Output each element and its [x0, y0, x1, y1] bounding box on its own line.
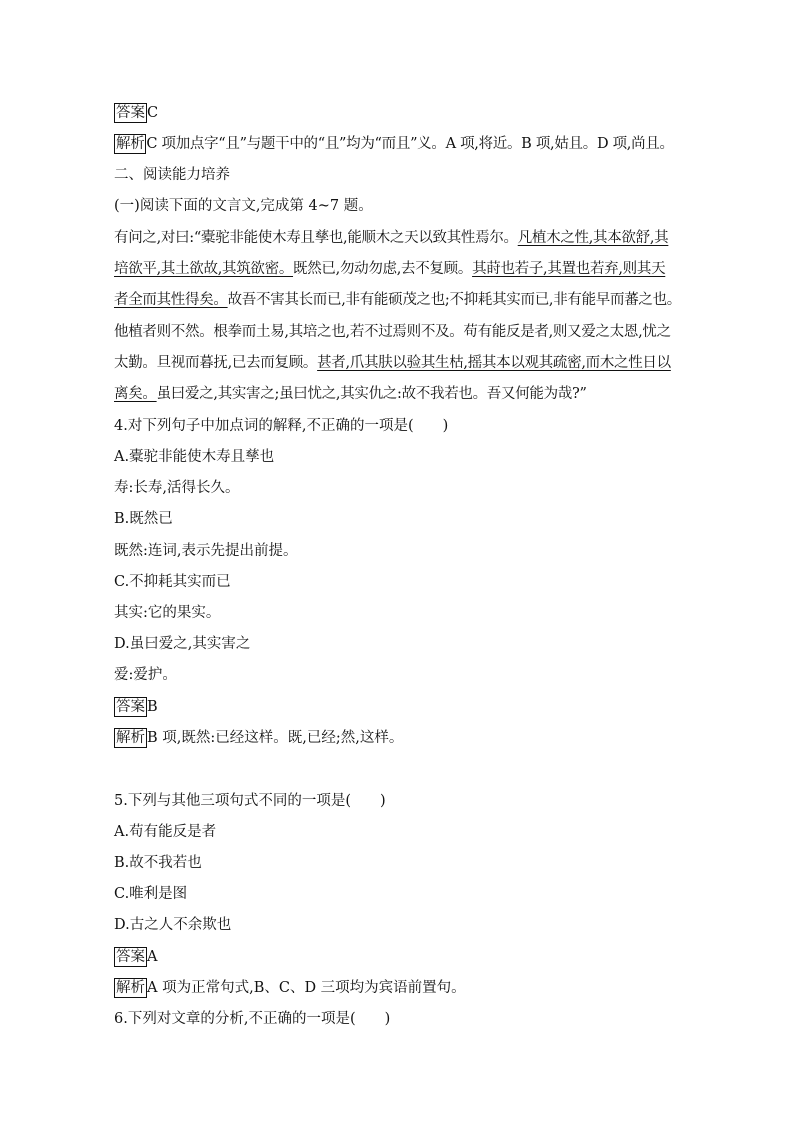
passage-text: 故吾不害其长而已,非有能硕茂之也;不抑耗其实而已,非有能早而蕃之也。: [227, 292, 682, 308]
q4-gloss-b: 既然:连词,表示先提出前提。: [114, 543, 298, 559]
q5-analysis: A 项为正常句式,B、C、D 三项均为宾语前置句。: [147, 980, 466, 996]
q3-answer-line: [114, 103, 686, 123]
passage-underlined: 离矣。: [114, 386, 157, 402]
q3-answer: C: [147, 105, 159, 121]
section-title: 二、阅读能力培养: [114, 167, 230, 183]
passage-text: 既然已,勿动勿虑,去不复顾。: [293, 261, 473, 277]
analysis-label: 解析: [116, 136, 145, 152]
answer-label: 答案: [116, 105, 145, 121]
q5-option-a: A.苟有能反是者: [114, 824, 217, 840]
q3-analysis: C 项加点字“且”与题干中的“且”均为“而且”义。A 项,将近。B 项,姑且。D 项,尚且。: [146, 136, 674, 152]
answer-label: 答案: [116, 699, 145, 715]
q5-analysis-line: [114, 978, 686, 998]
passage-line-6: [114, 384, 686, 404]
q4-answer-line: [114, 697, 686, 717]
answer-label: 答案: [116, 949, 145, 965]
q5-stem: 5.下列与其他三项句式不同的一项是( ): [114, 793, 386, 809]
q4-option-a: A.橐驼非能使木寿且孳也: [114, 449, 275, 465]
q4-gloss-c: 其实:它的果实。: [114, 605, 221, 621]
q5-option-c: C.唯利是图: [114, 886, 188, 902]
passage-line-3: [114, 290, 686, 310]
q5-answer-line: [114, 947, 686, 967]
q4-analysis: B 项,既然:已经这样。既,已经;然,这样。: [147, 730, 404, 746]
passage-underlined: 甚者,爪其肤以验其生枯,摇其本以观其疏密,而木之性日以: [317, 355, 671, 371]
passage-text: 虽曰爱之,其实害之;虽曰忧之,其实仇之:故不我若也。吾又何能为哉?”: [156, 386, 587, 402]
passage-text: 有问之,对曰:“橐驼非能使木寿且孳也,能顺木之天以致其性焉尔。: [114, 230, 518, 246]
q4-option-c: C.不抑耗其实而已: [114, 574, 231, 590]
q4-gloss-a: 寿:长寿,活得长久。: [114, 480, 240, 496]
q4-option-b: B.既然已: [114, 511, 173, 527]
q5-answer: A: [147, 949, 158, 965]
q4-stem: 4.对下列句子中加点词的解释,不正确的一项是( ): [114, 418, 449, 434]
passage-underlined: 其莳也若子,其置也若弃,则其天: [472, 261, 666, 277]
passage-line-2: [114, 259, 686, 279]
passage-underlined: 凡植木之性,其本欲舒,其: [517, 230, 669, 246]
passage-line-4: 他植者则不然。根拳而土易,其培之也,若不过焉则不及。苟有能反是者,则又爱之太恩,忧之: [114, 324, 671, 340]
passage-underlined: 者全而其性得矣。: [114, 292, 228, 308]
q3-analysis-line: [114, 134, 686, 154]
passage-text: 太勤。旦视而暮抚,已去而复顾。: [114, 355, 318, 371]
q5-option-b: B.故不我若也: [114, 855, 202, 871]
q4-analysis-line: [114, 728, 686, 748]
analysis-label: 解析: [116, 980, 145, 996]
analysis-label: 解析: [116, 730, 145, 746]
q6-stem: 6.下列对文章的分析,不正确的一项是( ): [114, 1011, 391, 1027]
subsection-title: (一)阅读下面的文言文,完成第 4~7 题。: [114, 198, 373, 214]
q4-option-d: D.虽曰爱之,其实害之: [114, 636, 251, 652]
q4-answer: B: [147, 699, 158, 715]
passage-underlined: 培欲平,其土欲故,其筑欲密。: [114, 261, 294, 277]
q5-option-d: D.古之人不余欺也: [114, 917, 232, 933]
passage-line-5: [114, 353, 686, 373]
q4-gloss-d: 爱:爱护。: [114, 667, 177, 683]
passage-line-1: [114, 228, 686, 248]
